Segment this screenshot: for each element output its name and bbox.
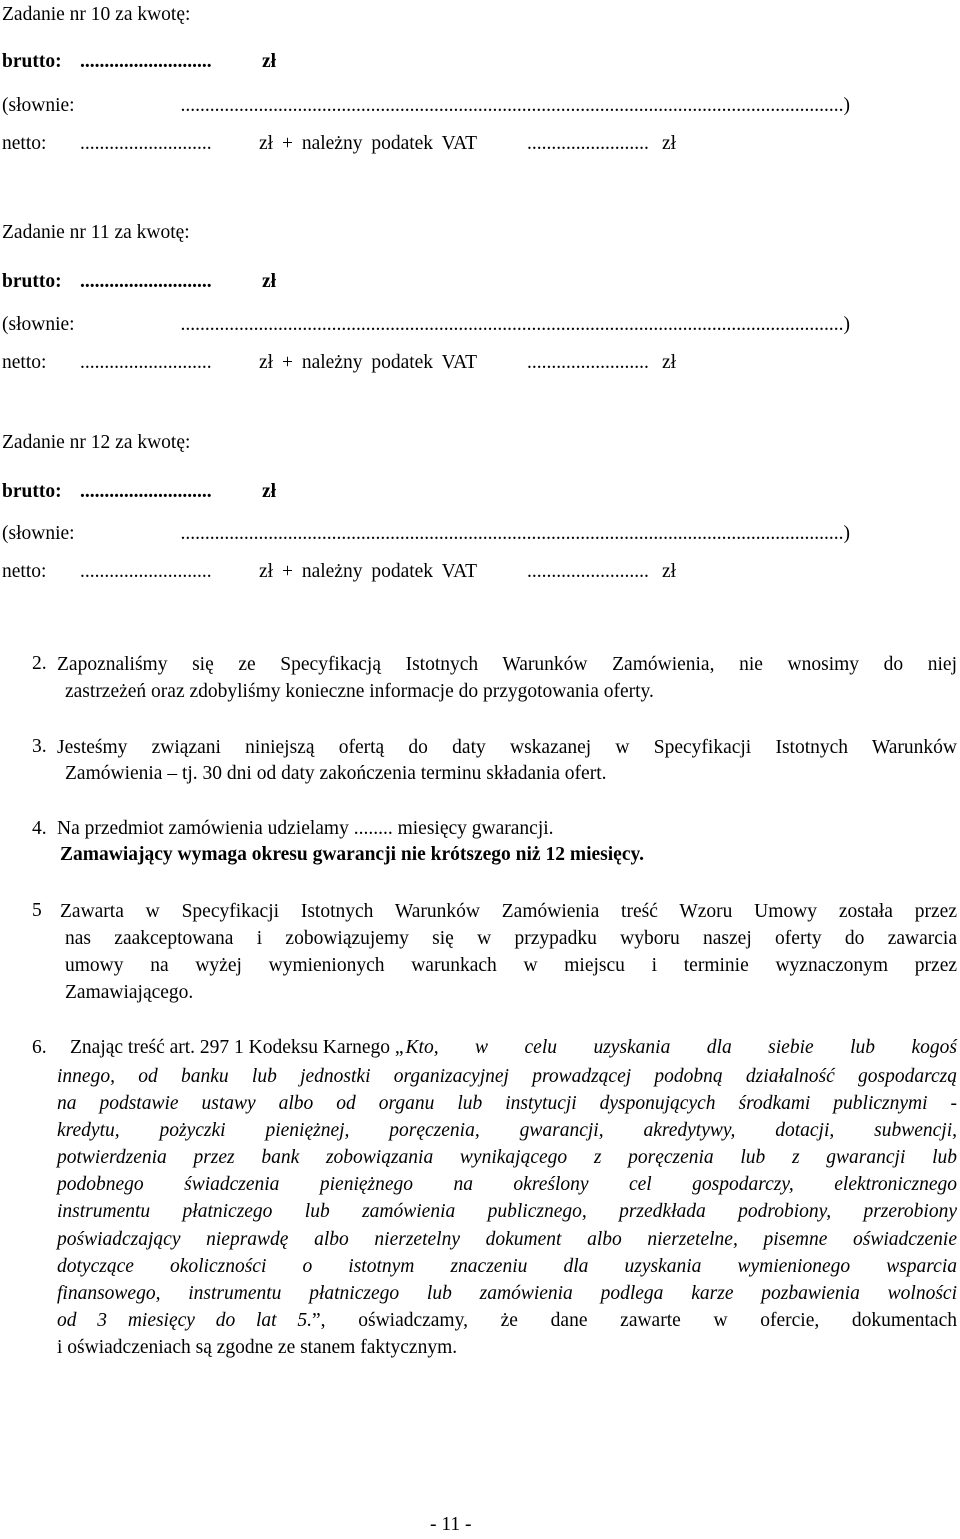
point-6-line-5: potwierdzenia przez bank zobowiązania wynikającego z poręczenia lub z gwarancji lub (57, 1147, 957, 1168)
netto-unit-vat: zł + należny podatek VAT (259, 352, 477, 373)
point-6-line-6: podobnego świadczenia pieniężnego na określony cel gospodarczy, elektronicznego (57, 1174, 957, 1195)
point-6-line-1-italic: Kto, w celu uzyskania dla siebie lub kogoś (405, 1037, 957, 1058)
point-4-line-2: Zamawiający wymaga okresu gwarancji nie krótszego niż 12 miesięcy. (60, 844, 645, 865)
point-6-line-11 (57, 1311, 957, 1331)
point-number: 3. (32, 736, 47, 757)
point-6-line-1 (70, 1038, 957, 1058)
quote-header: Zadanie nr 11 za kwotę: (2, 222, 190, 243)
point-3-line-2: Zamówienia – tj. 30 dni od daty zakończenia terminu składania ofert. (65, 763, 607, 784)
point-number: 6. (32, 1037, 47, 1058)
brutto-unit: zł (262, 51, 277, 72)
brutto-label: brutto: (2, 481, 62, 502)
vat-value: ......................... (527, 561, 649, 582)
point-5-line-2: nas zaakceptowana i zobowiązujemy się w przypadku wyboru naszej oferty do zawarcia (65, 928, 957, 949)
vat-value: ......................... (527, 352, 649, 373)
netto-label: netto: (2, 133, 47, 154)
page-number: - 11 - (430, 1514, 472, 1535)
point-6-line-11-italic: od 3 miesięcy do lat 5. (57, 1310, 312, 1331)
point-6-line-2: innego, od banku lub jednostki organizacyjnej prowadzącej podobną działalność gospodarczą (57, 1066, 957, 1087)
point-6-line-11-rest: ”, oświadczamy, że dane zawarte w ofercie, dokumentach (312, 1310, 957, 1331)
point-number: 5 (32, 900, 42, 921)
vat-value: ......................... (527, 133, 649, 154)
netto-label: netto: (2, 561, 47, 582)
netto-value: ........................... (80, 561, 212, 582)
vat-unit: zł (662, 133, 677, 154)
brutto-unit: zł (262, 481, 277, 502)
point-6-line-4: kredytu, pożyczki pieniężnej, poręczenia, gwarancji, akredytywy, dotacji, subwencji, (57, 1120, 957, 1141)
netto-label: netto: (2, 352, 47, 373)
point-6-line-9: dotyczące okoliczności o istotnym znaczeniu dla uzyskania wymienionego wsparcia (57, 1256, 957, 1277)
brutto-label: brutto: (2, 51, 62, 72)
brutto-label: brutto: (2, 271, 62, 292)
netto-unit-vat: zł + należny podatek VAT (259, 561, 477, 582)
point-4-line-1: Na przedmiot zamówienia udzielamy ........ miesięcy gwarancji. (57, 818, 554, 839)
brutto-value: ........................... (80, 271, 212, 292)
point-6-line-10: finansowego, instrumentu płatniczego lub zamówienia podlega karze pozbawienia wolności (57, 1283, 957, 1304)
netto-unit-vat: zł + należny podatek VAT (259, 133, 477, 154)
brutto-unit: zł (262, 271, 277, 292)
point-3-line-1: Jesteśmy związani niniejszą ofertą do daty wskazanej w Specyfikacji Istotnych Warunków (57, 737, 957, 758)
point-6-line-3: na podstawie ustawy albo od organu lub instytucji dysponujących środkami publicznymi - (57, 1093, 957, 1114)
slownie-value: ........................................................................................................................................) (180, 315, 850, 335)
vat-unit: zł (662, 352, 677, 373)
slownie-value: ........................................................................................................................................) (180, 524, 850, 544)
point-2-line-1: Zapoznaliśmy się ze Specyfikacją Istotnych Warunków Zamówienia, nie wnosimy do niej (57, 654, 957, 675)
slownie-label: (słownie: (2, 95, 75, 116)
point-5-line-3: umowy na wyżej wymienionych warunkach w miejscu i terminie wyznaczonym przez (65, 955, 957, 976)
netto-value: ........................... (80, 133, 212, 154)
brutto-value: ........................... (80, 481, 212, 502)
point-6-line-7: instrumentu płatniczego lub zamówienia publicznego, przedkłada podrobiony, przerobiony (57, 1201, 957, 1222)
netto-value: ........................... (80, 352, 212, 373)
quote-header: Zadanie nr 12 za kwotę: (2, 432, 191, 453)
point-5-line-1: Zawarta w Specyfikacji Istotnych Warunków Zamówienia treść Wzoru Umowy została przez (60, 901, 957, 922)
slownie-label: (słownie: (2, 523, 75, 544)
point-number: 2. (32, 653, 47, 674)
point-6-line-8: poświadczający nieprawdę albo nierzetelny dokument albo nierzetelne, pisemne oświadczenie (57, 1229, 957, 1250)
brutto-value: ........................... (80, 51, 212, 72)
slownie-value: ........................................................................................................................................) (180, 96, 850, 116)
point-6-intro: Znając treść art. 297 1 Kodeksu Karnego „ (70, 1037, 404, 1058)
point-2-line-2: zastrzeżeń oraz zdobyliśmy konieczne informacje do przygotowania oferty. (65, 681, 654, 702)
point-5-line-4: Zamawiającego. (65, 982, 194, 1003)
point-6-line-12: i oświadczeniach są zgodne ze stanem faktycznym. (57, 1337, 458, 1358)
slownie-label: (słownie: (2, 314, 75, 335)
quote-header: Zadanie nr 10 za kwotę: (2, 4, 191, 25)
vat-unit: zł (662, 561, 677, 582)
point-number: 4. (32, 818, 47, 839)
